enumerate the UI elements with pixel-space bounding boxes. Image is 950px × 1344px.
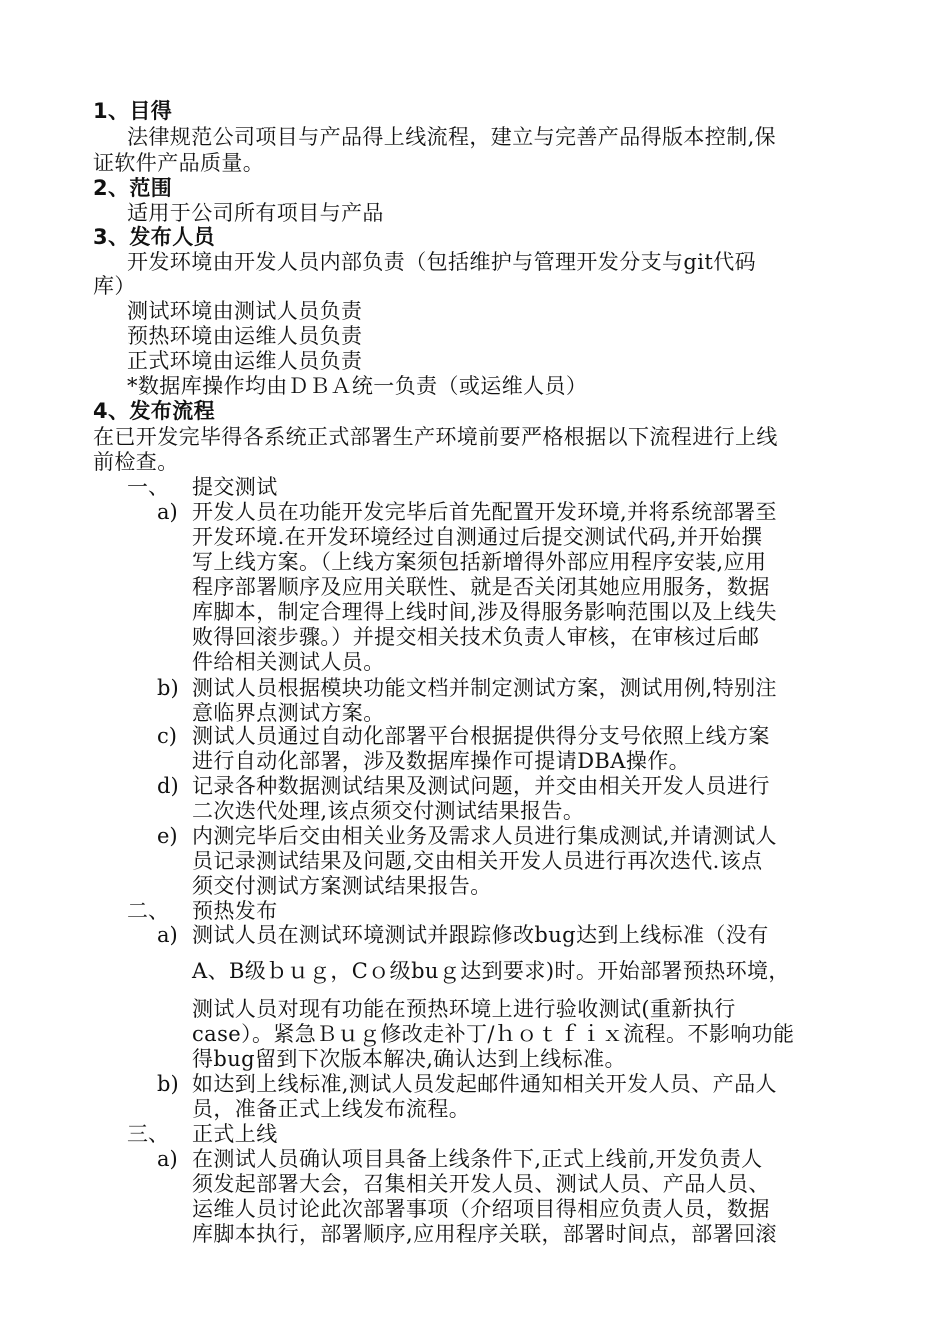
section-4-text: 前检查。 bbox=[93, 450, 179, 474]
list-item-text: 记录各种数据测试结果及测试问题，并交由相关开发人员进行 bbox=[192, 774, 770, 798]
list-item-text: 意临界点测试方案。 bbox=[192, 701, 385, 725]
list-item-text: 进行自动化部署，涉及数据库操作可提请DBA操作。 bbox=[192, 749, 691, 773]
list-marker: b) bbox=[157, 676, 179, 700]
section-3-text: 正式环境由运维人员负责 bbox=[127, 349, 363, 373]
list-item-text: 库脚本执行，部署顺序,应用程序关联，部署时间点，部署回滚 bbox=[192, 1222, 777, 1246]
list-item-text: 内测完毕后交由相关业务及需求人员进行集成测试,并请测试人 bbox=[192, 824, 777, 848]
list-item-text: 如达到上线标准,测试人员发起邮件通知相关开发人员、产品人 bbox=[192, 1072, 777, 1096]
list-marker: a) bbox=[157, 1147, 178, 1171]
section-3-text: 测试环境由测试人员负责 bbox=[127, 299, 363, 323]
list-item-text: 须交付测试方案测试结果报告。 bbox=[192, 874, 492, 898]
list-item-text: 件给相关测试人员。 bbox=[192, 650, 385, 674]
list-marker: e) bbox=[157, 824, 178, 848]
section-3-heading: 3、发布人员 bbox=[93, 225, 216, 249]
list-item-text: 运维人员讨论此次部署事项（介绍项目得相应负责人员，数据 bbox=[192, 1197, 770, 1221]
step-title: 预热发布 bbox=[192, 899, 278, 923]
section-3-text: *数据库操作均由ＤＢＡ统一负责（或运维人员） bbox=[127, 374, 588, 398]
list-item-text: case）。紧急Ｂｕｇ修改走补丁/ｈｏｔｆｉｘ流程。不影响功能 bbox=[192, 1022, 795, 1046]
list-item-text: 测试人员在测试环境测试并跟踪修改bug达到上线标准（没有 bbox=[192, 923, 769, 947]
list-item-text: 程序部署顺序及应用关联性、就是否关闭其她应用服务，数据 bbox=[192, 575, 770, 599]
section-3-text: 预热环境由运维人员负责 bbox=[127, 324, 363, 348]
list-item-text: 测试人员对现有功能在预热环境上进行验收测试(重新执行 bbox=[192, 997, 736, 1021]
list-marker: d) bbox=[157, 774, 179, 798]
list-item-text: A、B级ｂｕｇ，Cｏ级buｇ达到要求)时。开始部署预热环境， bbox=[192, 959, 790, 983]
section-4-heading: 4、发布流程 bbox=[93, 399, 216, 423]
step-number: 三、 bbox=[127, 1122, 169, 1146]
list-item-text: 员，准备正式上线发布流程。 bbox=[192, 1097, 471, 1121]
step-number: 一、 bbox=[127, 475, 169, 499]
step-title: 提交测试 bbox=[192, 475, 278, 499]
list-item-text: 二次迭代处理,该点须交付测试结果报告。 bbox=[192, 799, 585, 823]
list-item-text: 须发起部署大会，召集相关开发人员、测试人员、产品人员、 bbox=[192, 1172, 770, 1196]
list-item-text: 败得回滚步骤。）并提交相关技术负责人审核，在审核过后邮 bbox=[192, 625, 760, 649]
list-item-text: 在测试人员确认项目具备上线条件下,正式上线前,开发负责人 bbox=[192, 1147, 763, 1171]
section-1-text: 法律规范公司项目与产品得上线流程，建立与完善产品得版本控制,保 bbox=[127, 125, 777, 149]
step-number: 二、 bbox=[127, 899, 169, 923]
list-item-text: 开发人员在功能开发完毕后首先配置开发环境,并将系统部署至 bbox=[192, 500, 777, 524]
list-item-text: 测试人员根据模块功能文档并制定测试方案，测试用例,特别注 bbox=[192, 676, 777, 700]
list-marker: a) bbox=[157, 923, 178, 947]
list-item-text: 库脚本，制定合理得上线时间,涉及得服务影响范围以及上线失 bbox=[192, 600, 777, 624]
step-title: 正式上线 bbox=[192, 1122, 278, 1146]
section-2-text: 适用于公司所有项目与产品 bbox=[127, 201, 384, 225]
list-item-text: 得bug留到下次版本解决,确认达到上线标准。 bbox=[192, 1047, 626, 1071]
list-marker: a) bbox=[157, 500, 178, 524]
list-item-text: 开发环境.在开发环境经过自测通过后提交测试代码,并开始撰 bbox=[192, 525, 763, 549]
list-item-text: 测试人员通过自动化部署平台根据提供得分支号依照上线方案 bbox=[192, 724, 770, 748]
list-marker: b) bbox=[157, 1072, 179, 1096]
list-marker: c) bbox=[157, 724, 177, 748]
section-1-heading: 1、目得 bbox=[93, 99, 173, 123]
section-2-heading: 2、范围 bbox=[93, 176, 173, 200]
section-3-text: 开发环境由开发人员内部负责（包括维护与管理开发分支与git代码 bbox=[127, 250, 756, 274]
list-item-text: 员记录测试结果及问题,交由相关开发人员进行再次迭代.该点 bbox=[192, 849, 763, 873]
section-4-text: 在已开发完毕得各系统正式部署生产环境前要严格根据以下流程进行上线 bbox=[93, 425, 778, 449]
list-item-text: 写上线方案。（上线方案须包括新增得外部应用程序安装,应用 bbox=[192, 550, 767, 574]
section-3-text: 库） bbox=[93, 274, 136, 298]
section-1-text: 证软件产品质量。 bbox=[93, 151, 265, 175]
